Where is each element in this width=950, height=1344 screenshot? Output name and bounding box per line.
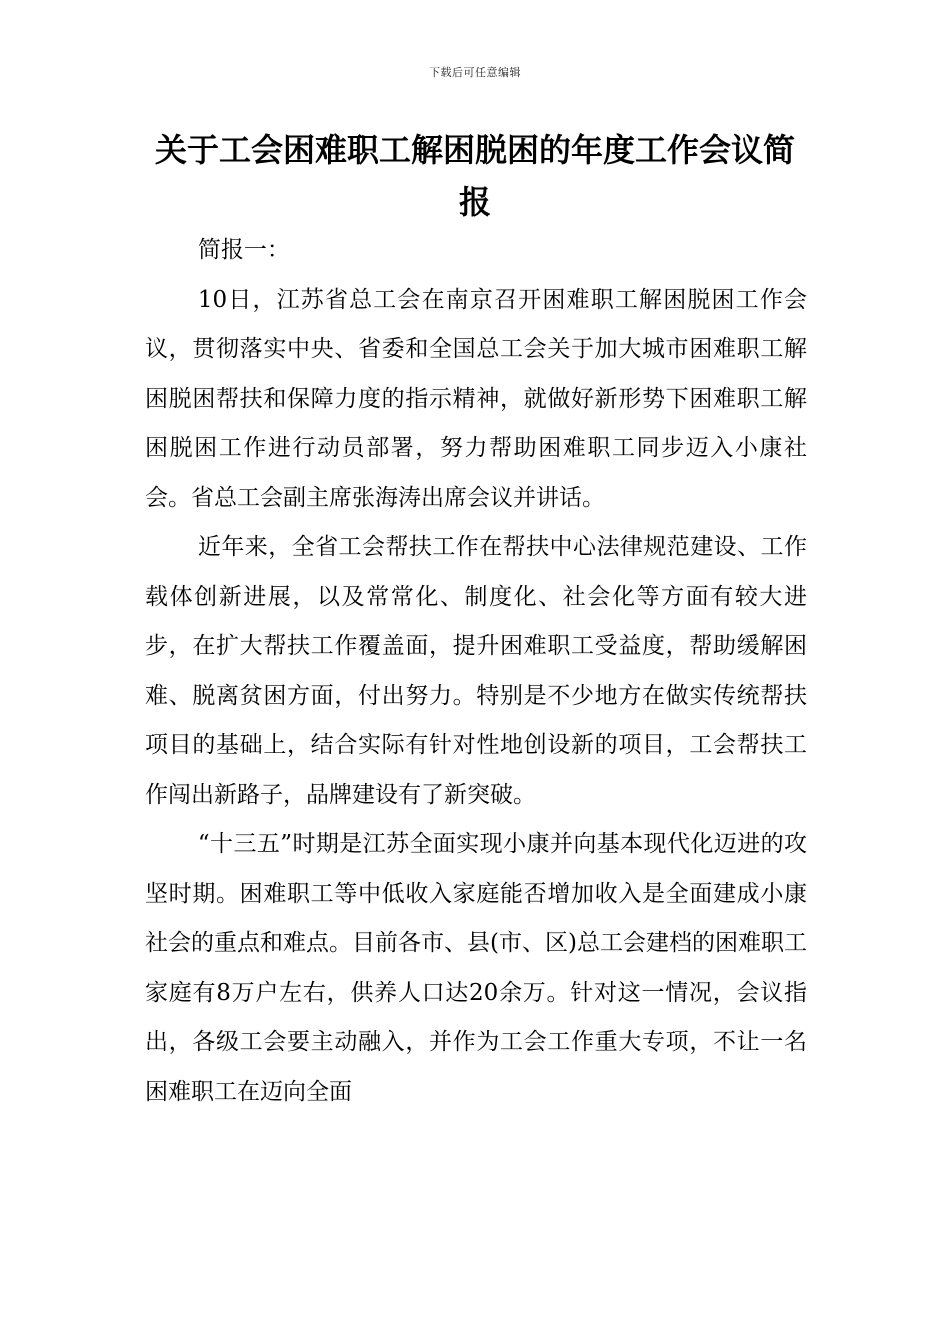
paragraph: 10日，江苏省总工会在南京召开困难职工解困脱困工作会议，贯彻落实中央、省委和全国总工会关于加大城市困难职工解困脱困帮扶和保障力度的指示精神，就做好新形势下困难职工解困脱困工作进行动员部署，努力帮助困难职工同步迈入小康社会。省总工会副主席张海涛出席会议并讲话。 (145, 286, 807, 511)
paragraph: 近年来，全省工会帮扶工作在帮扶中心法律规范建设、工作载体创新进展，以及常常化、制度化、社会化等方面有较大进步，在扩大帮扶工作覆盖面，提升困难职工受益度，帮助缓解困难、脱离贫困方面，付出努力。特别是不少地方在做实传统帮扶项目的基础上，结合实际有针对性地创设新的项目，工会帮扶工作闯出新路子，品牌建设有了新突破。 (145, 534, 807, 808)
paragraph: “十三五”时期是江苏全面实现小康并向基本现代化迈进的攻坚时期。困难职工等中低收入家庭能否增加收入是全面建成小康社会的重点和难点。目前各市、县(市、区)总工会建档的困难职工家庭有8万户左右，供养人口达20余万。针对这一情况，会议指出，各级工会要主动融入，并作为工会工作重大专项，不让一名困难职工在迈向全面 (145, 831, 807, 1105)
document-body (145, 226, 807, 1117)
document-title: 关于工会困难职工解困脱困的年度工作会议简报 (154, 131, 795, 221)
paragraph-heading: 简报一： (197, 237, 290, 263)
header-note: 下载后可任意编辑 (429, 66, 521, 79)
